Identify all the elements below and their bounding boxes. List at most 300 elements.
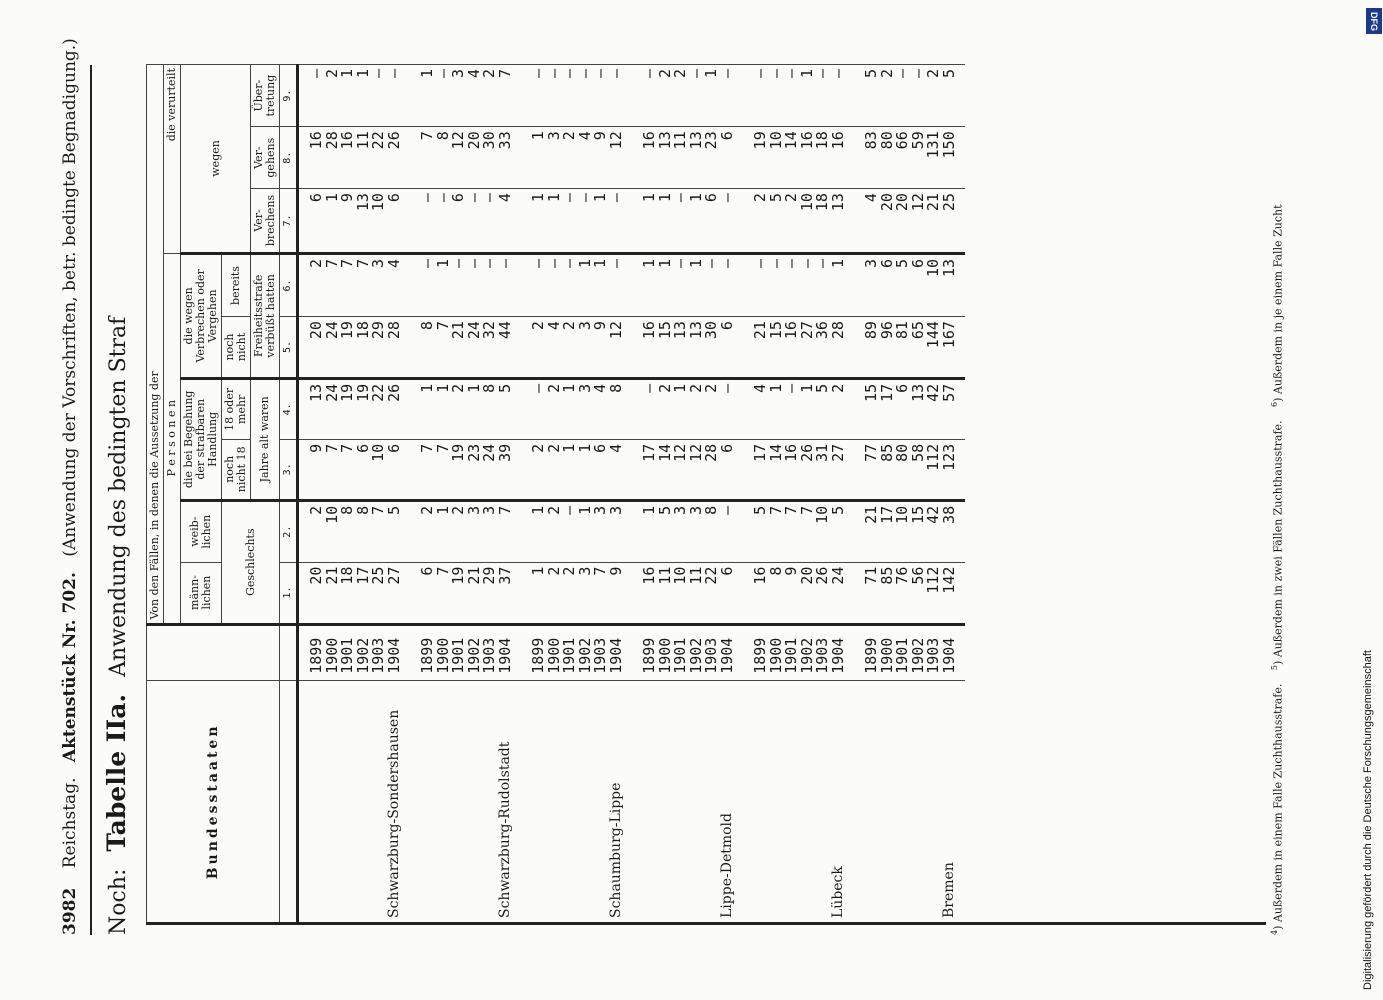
table-cell: 14: [782, 131, 800, 150]
table-cell: 12: [449, 131, 467, 150]
col-number: 7.: [280, 189, 298, 254]
table-cell: 76: [893, 566, 911, 585]
age-sub-header: Jahre alt waren: [251, 378, 280, 500]
table-cell: 11: [671, 131, 689, 150]
year-label: 1902: [908, 637, 927, 674]
value-column: [632, 253, 743, 316]
table-cell: 33: [495, 131, 514, 150]
table-cell: 21: [449, 321, 467, 340]
table-cell: —: [560, 505, 578, 515]
table-cell: 83: [862, 131, 880, 150]
table-cell: 4: [591, 383, 609, 393]
value-column: [743, 378, 854, 439]
value-column: [410, 439, 521, 500]
table-cell: —: [782, 69, 800, 79]
value-column: [410, 65, 521, 127]
table-cell: 42: [924, 505, 942, 524]
table-cell: 3: [575, 566, 594, 576]
table-cell: 10: [369, 193, 387, 212]
table-cell: 1: [766, 383, 785, 393]
table-cell: 27: [797, 321, 816, 340]
table-cell: 3: [862, 258, 880, 268]
table-cell: 30: [702, 321, 720, 340]
table-cell: 3: [449, 69, 467, 79]
table-cell: 2: [671, 69, 689, 79]
table-cell: 2: [529, 443, 547, 453]
col-vergehen-header: Ver-gehens: [251, 127, 280, 189]
table-cell: —: [384, 69, 403, 79]
value-column: [410, 500, 521, 562]
year-label: 1899: [307, 637, 325, 674]
table-cell: —: [433, 69, 452, 79]
year-label: 1904: [606, 637, 625, 674]
table-cell: —: [575, 69, 594, 79]
table-cell: 2: [782, 193, 800, 203]
value-column: [521, 189, 632, 254]
table-cell: 6: [449, 193, 467, 203]
dfg-logo: DFG: [1366, 8, 1382, 34]
state-name: Schaumburg-Lippe: [521, 680, 632, 922]
table-cell: 20: [797, 566, 816, 585]
state-name: Schwarzburg-Rudolstadt: [410, 680, 521, 922]
table-cell: 80: [893, 443, 911, 462]
value-column: [854, 500, 965, 562]
value-column: [632, 65, 743, 127]
table-cell: 10: [797, 193, 816, 212]
table-cell: 18: [813, 193, 831, 212]
table-cell: 6: [384, 443, 403, 453]
table-cell: 24: [322, 321, 341, 340]
table-cell: 2: [877, 69, 896, 79]
table-cell: 26: [384, 383, 403, 402]
table-cell: —: [893, 69, 911, 79]
table-cell: 2: [322, 69, 341, 79]
table-cell: —: [606, 193, 625, 203]
table-cell: 2: [544, 505, 563, 515]
table-cell: 1: [686, 258, 705, 268]
col-number: 6.: [280, 253, 298, 316]
table-cell: 11: [655, 566, 674, 585]
table-cell: 13: [908, 383, 927, 402]
value-column: [854, 189, 965, 254]
value-column: [632, 500, 743, 562]
table-cell: —: [529, 383, 547, 393]
table-cell: 18: [338, 566, 356, 585]
table-cell: 26: [384, 131, 403, 150]
table-cell: 16: [751, 566, 769, 585]
table-cell: 16: [640, 321, 658, 340]
value-column: [854, 378, 965, 439]
table-cell: —: [671, 258, 689, 268]
table-cell: 6: [717, 321, 736, 331]
table-cell: —: [418, 193, 436, 203]
table-cell: —: [686, 69, 705, 79]
prior-not-header: noch nicht: [222, 317, 251, 379]
table-cell: 39: [495, 443, 514, 462]
table-cell: 17: [640, 443, 658, 462]
year-label: 1903: [591, 637, 609, 674]
value-column: [298, 127, 411, 189]
table-cell: 31: [813, 443, 831, 462]
value-column: [632, 189, 743, 254]
age-18plus-header: 18 oder mehr: [222, 378, 251, 439]
table-cell: 21: [924, 193, 942, 212]
table-cell: 16: [782, 321, 800, 340]
value-column: [410, 253, 521, 316]
value-column: [521, 500, 632, 562]
value-column: [743, 500, 854, 562]
table-cell: 6: [591, 443, 609, 453]
year-label: 1901: [782, 637, 800, 674]
table-cell: 5: [813, 383, 831, 393]
table-cell: 24: [828, 566, 847, 585]
col-female-header: weib-lichen: [181, 500, 222, 562]
table-cell: —: [480, 258, 498, 268]
table-cell: 13: [655, 131, 674, 150]
table-cell: 15: [766, 321, 785, 340]
year-label: 1903: [813, 637, 831, 674]
rotated-page: [60, 38, 1300, 935]
table-cell: —: [828, 69, 847, 79]
table-cell: 58: [908, 443, 927, 462]
table-cell: 4: [862, 193, 880, 203]
table-cell: 28: [322, 131, 341, 150]
col-number: 4.: [280, 378, 298, 439]
table-cell: 1: [575, 258, 594, 268]
value-column: [410, 189, 521, 254]
table-cell: 2: [307, 258, 325, 268]
table-cell: 2: [544, 443, 563, 453]
table-cell: 9: [591, 131, 609, 141]
table-cell: 38: [939, 505, 958, 524]
table-cell: 3: [575, 321, 594, 331]
table-cell: —: [671, 193, 689, 203]
year-column-header: [147, 624, 280, 680]
state-name: Lippe-Detmold: [632, 680, 743, 922]
table-cell: 5: [939, 69, 958, 79]
table-cell: 6: [908, 258, 927, 268]
table-cell: 3: [480, 505, 498, 515]
table-cell: 2: [560, 321, 578, 331]
table-cell: 16: [797, 131, 816, 150]
table-cell: 5: [495, 383, 514, 393]
value-column: [521, 378, 632, 439]
table-cell: 2: [560, 566, 578, 576]
table-cell: —: [464, 258, 483, 268]
table-cell: 5: [766, 193, 785, 203]
prior-sub-header: Freiheitsstrafe verbüßt hatten: [251, 253, 280, 378]
table-cell: 1: [591, 258, 609, 268]
table-cell: 6: [353, 443, 372, 453]
table-body: [298, 65, 966, 923]
year-label: 1902: [797, 637, 816, 674]
value-column: [743, 65, 854, 127]
table-cell: —: [908, 69, 927, 79]
state-column-header: Bundesstaaten: [147, 680, 280, 922]
table-cell: —: [766, 258, 785, 268]
table-cell: —: [464, 193, 483, 203]
table-cell: 16: [782, 443, 800, 462]
table-cell: 85: [877, 443, 896, 462]
table-cell: 13: [671, 321, 689, 340]
table-cell: 22: [369, 131, 387, 150]
year-label: 1902: [464, 637, 483, 674]
table-cell: 12: [606, 131, 625, 150]
table-cell: 13: [353, 193, 372, 212]
value-column: [632, 439, 743, 500]
table-cell: 20: [877, 193, 896, 212]
table-cell: 15: [908, 505, 927, 524]
table-cell: 1: [418, 69, 436, 79]
table-cell: 2: [702, 383, 720, 393]
value-column: [632, 378, 743, 439]
table-cell: 9: [782, 566, 800, 576]
table-cell: 36: [813, 321, 831, 340]
table-cell: —: [449, 258, 467, 268]
table-cell: 19: [338, 383, 356, 402]
table-cell: —: [544, 258, 563, 268]
table-cell: 3: [686, 505, 705, 515]
value-column: [410, 317, 521, 379]
table-cell: 10: [924, 258, 942, 277]
state-row: [743, 65, 854, 923]
table-cell: 12: [606, 321, 625, 340]
table-cell: 11: [353, 131, 372, 150]
table-cell: 17: [353, 566, 372, 585]
table-cell: 2: [418, 505, 436, 515]
year-label: 1902: [353, 637, 372, 674]
table-cell: 7: [495, 69, 514, 79]
table-cell: 6: [717, 131, 736, 141]
table-cell: 19: [449, 566, 467, 585]
table-cell: 3: [464, 505, 483, 515]
state-row: [854, 65, 965, 923]
table-cell: —: [782, 258, 800, 268]
value-column: [298, 253, 411, 316]
table-cell: 22: [702, 566, 720, 585]
table-cell: 23: [702, 131, 720, 150]
table-cell: 1: [529, 193, 547, 203]
table-cell: 6: [307, 193, 325, 203]
table-cell: —: [702, 258, 720, 268]
table-cell: 7: [418, 131, 436, 141]
table-cell: 144: [924, 321, 942, 349]
document-subject: (Anwendung der Vorschriften, betr. bedingte Begnadigung.): [60, 38, 80, 557]
table-cell: 7: [433, 443, 452, 453]
value-column: [521, 127, 632, 189]
value-column: [854, 253, 965, 316]
table-cell: 10: [766, 131, 785, 150]
table-cell: 2: [751, 193, 769, 203]
table-cell: 112: [924, 566, 942, 594]
persons-header: P e r s o n e n: [164, 253, 181, 624]
table-cell: 13: [686, 321, 705, 340]
table-cell: 4: [495, 193, 514, 203]
table-cell: 25: [939, 193, 958, 212]
document-number: Aktenstück Nr. 702.: [60, 572, 80, 763]
year-label: 1904: [828, 637, 847, 674]
table-cell: 2: [544, 566, 563, 576]
table-cell: 21: [751, 321, 769, 340]
table-cell: 6: [877, 258, 896, 268]
table-cell: 2: [449, 505, 467, 515]
table-cell: 2: [449, 383, 467, 393]
footnote-6: Außerdem in je einem Falle Zucht: [1271, 204, 1285, 395]
table-cell: 7: [433, 566, 452, 576]
table-cell: 112: [924, 443, 942, 471]
state-name: Bremen: [854, 680, 965, 922]
table-cell: —: [717, 383, 736, 393]
table-cell: 16: [640, 131, 658, 150]
year-label: 1900: [322, 637, 341, 674]
table-cell: 6: [893, 383, 911, 393]
table-cell: 7: [322, 443, 341, 453]
value-column: [521, 439, 632, 500]
value-column: [743, 189, 854, 254]
value-column: [298, 562, 411, 624]
table-cell: 1: [529, 566, 547, 576]
title-text: Anwendung des bedingten Straf: [106, 316, 131, 677]
age-group-header: die bei Begehung der strafbaren Handlung: [181, 378, 222, 500]
value-column: [410, 378, 521, 439]
table-cell: 7: [338, 443, 356, 453]
table-cell: 19: [751, 131, 769, 150]
table-cell: 4: [384, 258, 403, 268]
table-cell: 1: [529, 131, 547, 141]
table-cell: 3: [369, 258, 387, 268]
publication-name: Reichstag.: [60, 777, 80, 869]
table-cell: 4: [575, 131, 594, 141]
year-label: 1899: [862, 637, 880, 674]
year-label: 1899: [640, 637, 658, 674]
table-cell: 2: [544, 383, 563, 393]
table-cell: 14: [655, 443, 674, 462]
top-header: Von den Fällen, in denen die Aussetzung der: [147, 65, 164, 625]
table-cell: 89: [862, 321, 880, 340]
table-cell: 7: [591, 566, 609, 576]
year-label: 1901: [671, 637, 689, 674]
value-column: [854, 65, 965, 127]
table-cell: 30: [480, 131, 498, 150]
table-cell: —: [640, 69, 658, 79]
year-list: [298, 624, 411, 680]
table-cell: —: [751, 69, 769, 79]
table-cell: 1: [418, 383, 436, 393]
table-cell: 8: [433, 131, 452, 141]
table-cell: 80: [877, 131, 896, 150]
table-cell: —: [418, 258, 436, 268]
value-column: [298, 317, 411, 379]
table-cell: 26: [813, 566, 831, 585]
value-column: [410, 562, 521, 624]
table-cell: 7: [322, 258, 341, 268]
table-cell: 44: [495, 321, 514, 340]
table-cell: 1: [338, 69, 356, 79]
table-cell: 27: [828, 443, 847, 462]
table-cell: 142: [939, 566, 958, 594]
table-cell: 10: [322, 505, 341, 524]
table-cell: 1: [464, 383, 483, 393]
year-list: [743, 624, 854, 680]
table-cell: 6: [717, 566, 736, 576]
table-cell: 2: [480, 69, 498, 79]
table-cell: —: [529, 69, 547, 79]
table-cell: 4: [606, 443, 625, 453]
table-cell: 16: [828, 131, 847, 150]
table-cell: —: [591, 69, 609, 79]
value-column: [521, 65, 632, 127]
table-cell: 9: [591, 321, 609, 331]
table-cell: 16: [307, 131, 325, 150]
col-number: 2.: [280, 500, 298, 562]
table-cell: 19: [449, 443, 467, 462]
table-cell: —: [797, 258, 816, 268]
table-cell: 28: [702, 443, 720, 462]
state-name: Schwarzburg-Sondershausen: [298, 680, 411, 922]
year-label: 1904: [495, 637, 514, 674]
year-label: 1899: [418, 637, 436, 674]
table-cell: 2: [560, 131, 578, 141]
value-column: [298, 500, 411, 562]
table-cell: 8: [338, 505, 356, 515]
table-cell: 2: [828, 383, 847, 393]
table-cell: —: [369, 69, 387, 79]
table-cell: —: [575, 193, 594, 203]
table-cell: 5: [751, 505, 769, 515]
table-cell: —: [751, 258, 769, 268]
table-cell: 1: [640, 505, 658, 515]
value-column: [854, 127, 965, 189]
col-uebertretung-header: Über-tretung: [251, 65, 280, 127]
col-number: 5.: [280, 317, 298, 379]
value-column: [632, 562, 743, 624]
prior-already-header: bereits: [222, 253, 251, 316]
table-cell: 1: [575, 443, 594, 453]
table-cell: 13: [307, 383, 325, 402]
table-cell: —: [495, 258, 514, 268]
table-cell: —: [717, 69, 736, 79]
table-cell: 6: [717, 443, 736, 453]
table-cell: 25: [369, 566, 387, 585]
table-cell: 1: [575, 505, 594, 515]
table-cell: 1: [797, 383, 816, 393]
table-cell: 5: [384, 505, 403, 515]
year-label: 1904: [717, 637, 736, 674]
year-label: 1903: [369, 637, 387, 674]
table-cell: —: [529, 258, 547, 268]
table-cell: 24: [322, 383, 341, 402]
year-label: 1900: [433, 637, 452, 674]
year-label: 1901: [449, 637, 467, 674]
table-cell: 10: [671, 566, 689, 585]
table-cell: 15: [655, 321, 674, 340]
value-column: [632, 317, 743, 379]
col-number: 9.: [280, 65, 298, 127]
table-cell: 5: [893, 258, 911, 268]
table-cell: 32: [480, 321, 498, 340]
table-cell: 2: [655, 69, 674, 79]
year-list: [410, 624, 521, 680]
value-column: [298, 439, 411, 500]
table-cell: 8: [353, 505, 372, 515]
wegen-header: wegen: [181, 65, 251, 254]
table-cell: 7: [369, 505, 387, 515]
table-cell: 8: [480, 383, 498, 393]
year-label: 1900: [544, 637, 563, 674]
table-cell: 66: [893, 131, 911, 150]
year-label: 1903: [702, 637, 720, 674]
table-cell: 19: [353, 383, 372, 402]
